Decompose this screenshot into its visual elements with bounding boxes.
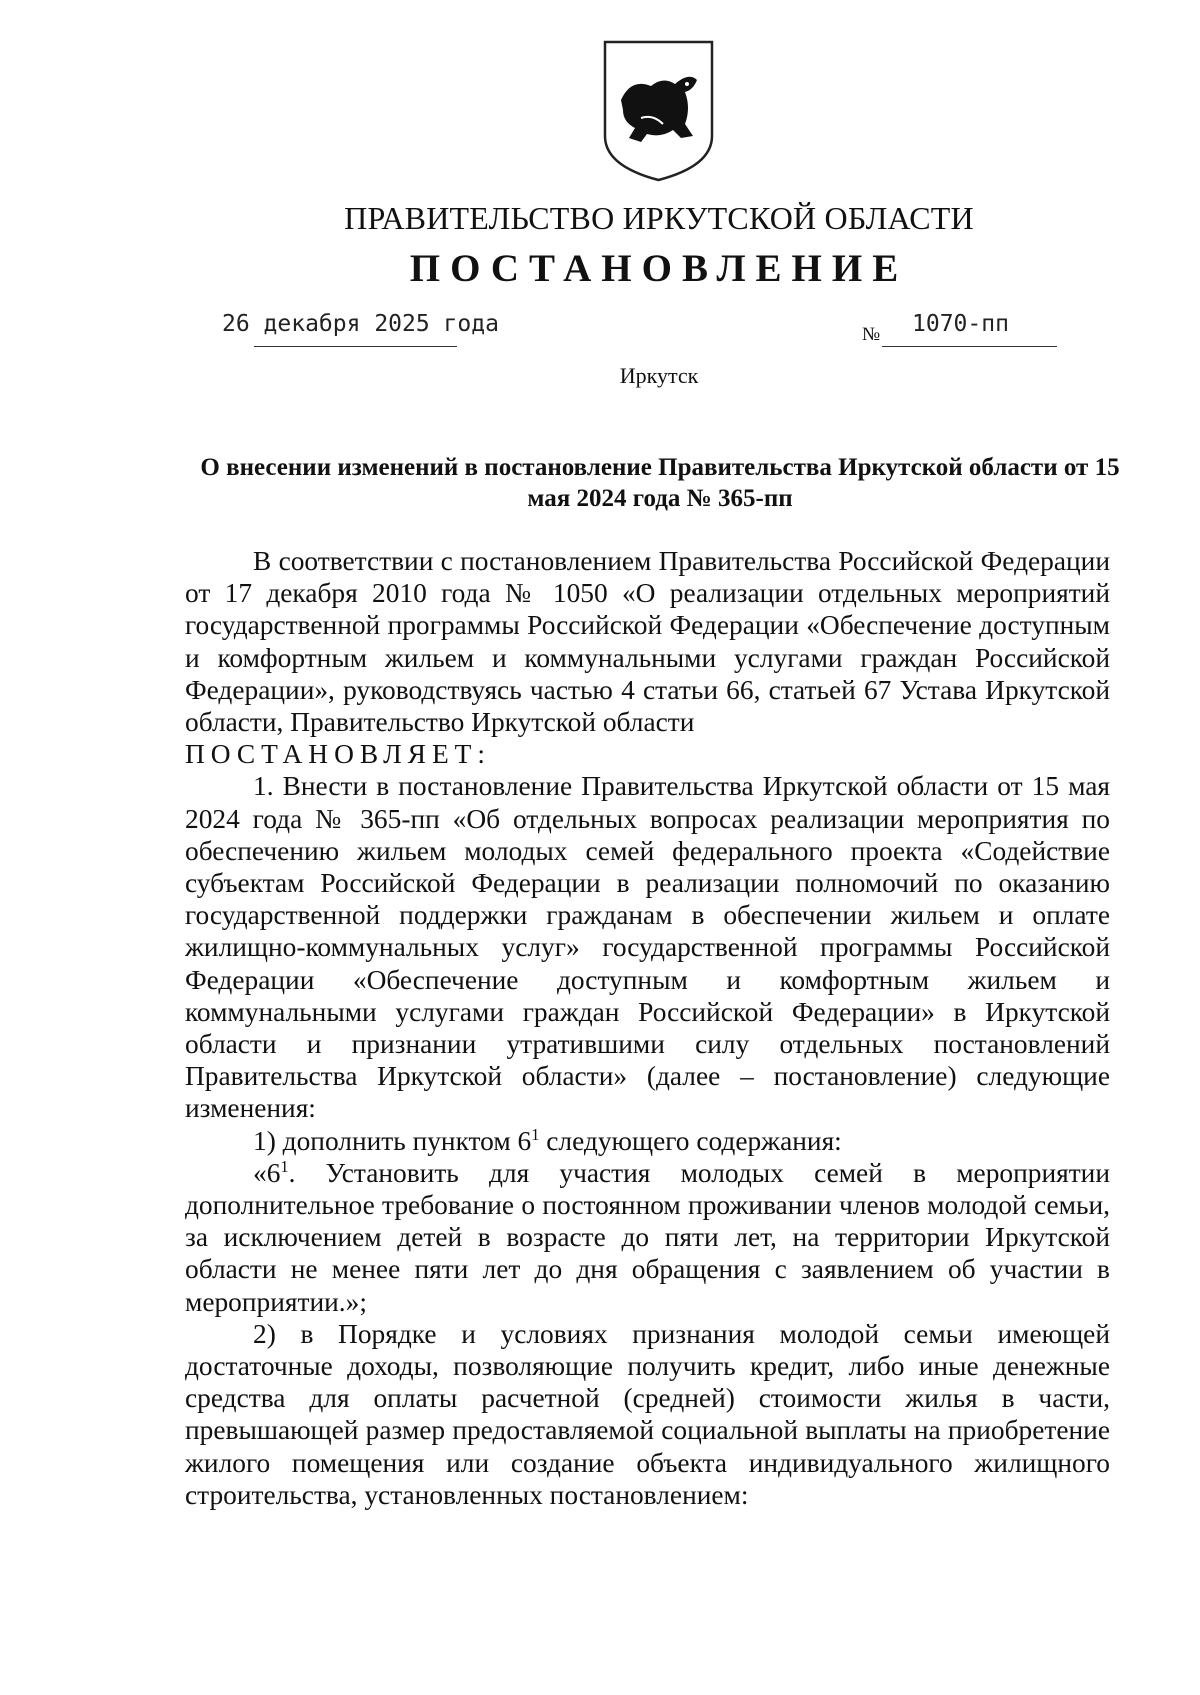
organization-name: ПРАВИТЕЛЬСТВО ИРКУТСКОЙ ОБЛАСТИ: [344, 200, 974, 236]
decree-word-paragraph: [185, 738, 1110, 770]
date-underline: [254, 346, 457, 347]
document-body: [185, 545, 1110, 1511]
decree-word: ПОСТАНОВЛЯЕТ:: [185, 739, 492, 770]
subitem-1-superscript: 1: [531, 1124, 540, 1144]
document-city: Иркутск: [619, 363, 699, 388]
coat-of-arms-icon: [601, 38, 716, 184]
document-number: 1070-пп: [912, 311, 1009, 337]
quoted-point-prefix: «6: [253, 1157, 281, 1188]
quoted-point-superscript: 1: [280, 1156, 289, 1176]
subitem-1-suffix: следующего содержания:: [539, 1125, 842, 1156]
document-subject: О внесении изменений в постановление Правительства Иркутской области от 15 мая 2024 года № 365-пп: [200, 454, 1120, 512]
subitem-1-prefix: 1) дополнить пунктом 6: [253, 1125, 532, 1156]
quoted-point-paragraph: [185, 1157, 1110, 1318]
number-underline: [882, 346, 1057, 347]
subitem-2-paragraph: 2) в Порядке и условиях признания молодой семьи имеющей достаточные доходы, позволяющие получить кредит, либо иные денежные средства для оплаты расчетной (средней) стоимости жилья в части, превышающей размер предоставляемой социальной выплаты на приобретение жилого помещения или создание объекта индивидуального жилищного строительства, установленных постановлением:: [185, 1318, 1110, 1510]
number-sign: №: [862, 324, 881, 345]
subitem-1-paragraph: [185, 1125, 1110, 1157]
document-date: 26 декабря 2025 года: [222, 311, 499, 337]
quoted-point-text: . Установить для участия молодых семей в мероприятии дополнительное требование о постоянном проживании членов молодой семьи, за исключением детей в возрасте до пяти лет, на территории Иркутской области не менее пяти лет до дня обращения с заявлением об участии в мероприятии.»;: [185, 1157, 1110, 1317]
preamble-paragraph: В соответствии с постановлением Правительства Российской Федерации от 17 декабря 2010 года № 1050 «О реализации отдельных мероприятий государственной программы Российской Федерации «Обеспечение доступным и комфортным жильем и коммунальными услугами граждан Российской Федерации», руководствуясь частью 4 статьи 66, статьей 67 Устава Иркутской области, Правительство Иркутской области: [185, 546, 1110, 738]
item-1-paragraph: 1. Внести в постановление Правительства Иркутской области от 15 мая 2024 года № 365-пп «Об отдельных вопросах реализации мероприятия по обеспечению жильем молодых семей федерального проекта «Содействие субъектам Российской Федерации в реализации полномочий по оказанию государственной поддержки гражданам в обеспечении жильем и оплате жилищно-коммунальных услуг» государственной программы Российской Федерации «Обеспечение доступным и комфортным жильем и коммунальными услугами граждан Российской Федерации» в Иркутской области и признании утратившими силу отдельных постановлений Правительства Иркутской области» (далее – постановление) следующие изменения:: [185, 771, 1110, 1124]
document-type-title: ПОСТАНОВЛЕНИЕ: [409, 247, 909, 290]
